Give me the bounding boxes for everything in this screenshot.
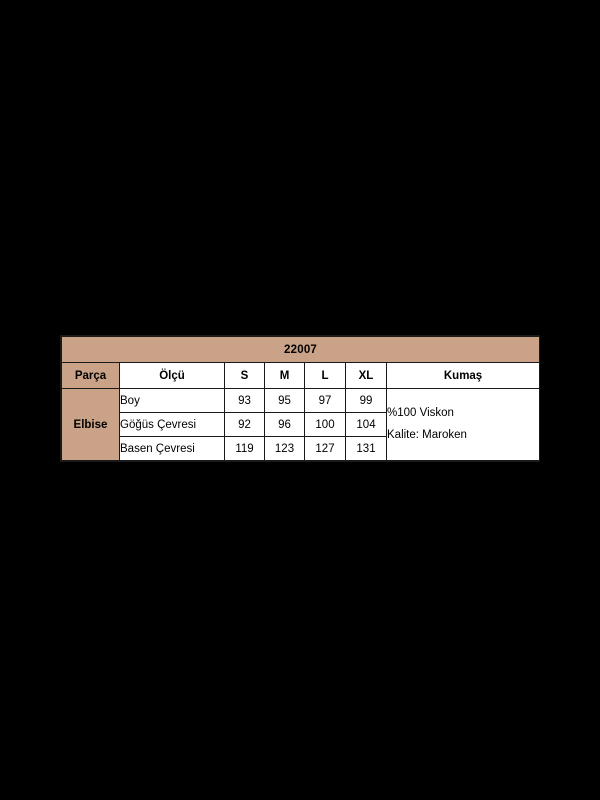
measure-label: Göğüs Çevresi	[120, 413, 225, 437]
measure-value-xl: 131	[346, 437, 387, 461]
measure-label: Boy	[120, 389, 225, 413]
fabric-quality: Kalite: Maroken	[387, 428, 467, 441]
measure-value-l: 100	[305, 413, 346, 437]
size-table	[61, 336, 540, 461]
table-title-row	[62, 337, 540, 363]
measure-value-s: 93	[225, 389, 265, 413]
product-code-title: 22007	[62, 337, 540, 363]
category-cell: Elbise	[62, 389, 120, 461]
header-part: Parça	[62, 363, 120, 389]
measure-label: Basen Çevresi	[120, 437, 225, 461]
fabric-cell	[387, 389, 540, 461]
header-size-l: L	[305, 363, 346, 389]
size-chart	[60, 335, 540, 462]
table-header-row	[62, 363, 540, 389]
fabric-composition: %100 Viskon	[387, 406, 454, 419]
header-size-s: S	[225, 363, 265, 389]
measure-value-s: 92	[225, 413, 265, 437]
header-size-xl: XL	[346, 363, 387, 389]
measure-value-m: 123	[265, 437, 305, 461]
table-row	[62, 389, 540, 413]
measure-value-s: 119	[225, 437, 265, 461]
header-measure: Ölçü	[120, 363, 225, 389]
measure-value-m: 95	[265, 389, 305, 413]
header-size-m: M	[265, 363, 305, 389]
measure-value-l: 127	[305, 437, 346, 461]
measure-value-l: 97	[305, 389, 346, 413]
header-fabric: Kumaş	[387, 363, 540, 389]
measure-value-xl: 99	[346, 389, 387, 413]
measure-value-xl: 104	[346, 413, 387, 437]
measure-value-m: 96	[265, 413, 305, 437]
